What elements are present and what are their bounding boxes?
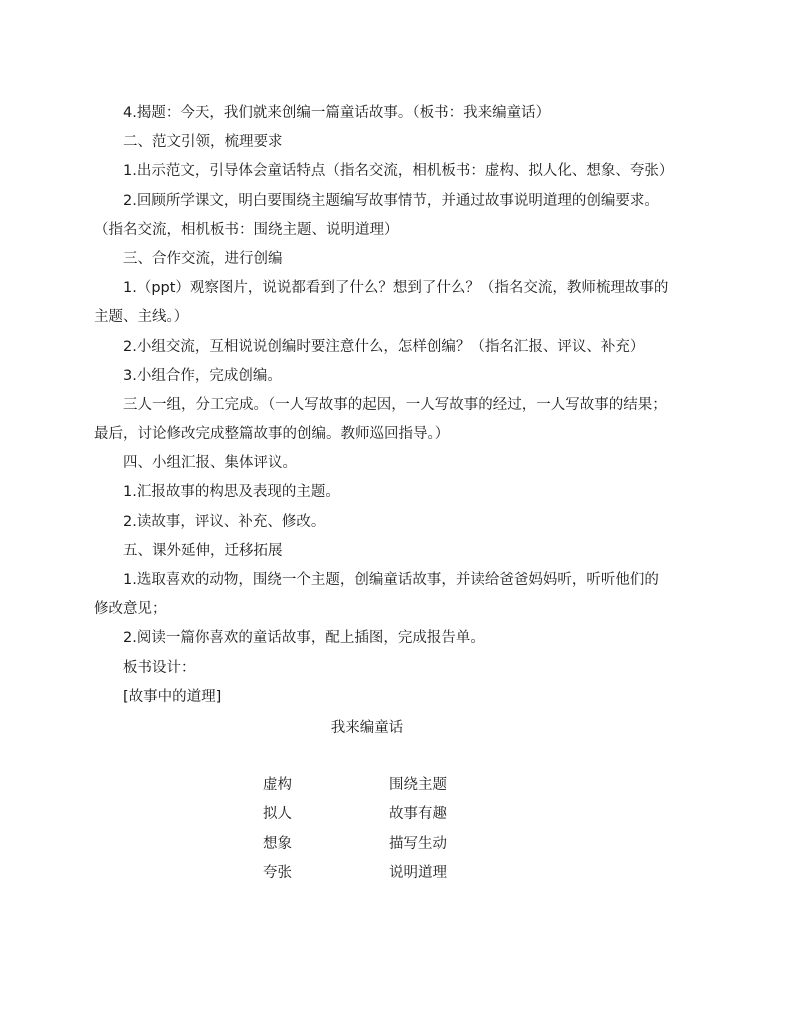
paragraph-line-continued: （指名交流，相机板书：围绕主题、说明道理） — [94, 221, 399, 238]
section-heading: 五、课外延伸，迁移拓展 — [123, 542, 283, 559]
board-title: 我来编童话 — [330, 720, 404, 736]
board-left-item: 拟人 — [263, 806, 292, 823]
paragraph-line: 3.小组合作，完成创编。 — [123, 367, 282, 384]
paragraph-line: 1.汇报故事的构思及表现的主题。 — [123, 484, 340, 501]
paragraph-line: 1.选取喜欢的动物，围绕一个主题，创编童话故事，并读给爸爸妈妈听，听听他们的 — [123, 572, 659, 588]
board-left-item: 想象 — [263, 835, 292, 852]
board-right-item: 描写生动 — [389, 835, 447, 852]
board-right-item: 说明道理 — [389, 864, 447, 881]
board-left-item: 夸张 — [263, 864, 292, 881]
board-title-wrapper — [0, 714, 794, 743]
paragraph-line-continued: 主题、主线。） — [94, 309, 189, 326]
section-heading: 四、小组汇报、集体评议。 — [123, 455, 297, 472]
paragraph-line: 2.回顾所学课文，明白要围绕主题编写故事情节，并通过故事说明道理的创编要求。 — [123, 192, 659, 209]
board-subtitle: [故事中的道理] — [123, 688, 222, 705]
paragraph-line: 4.揭题：今天，我们就来创编一篇童话故事。（板书：我来编童话） — [123, 105, 551, 121]
board-row — [263, 771, 563, 800]
paragraph-line: 2.读故事，评议、补充、修改。 — [123, 513, 326, 530]
board-row — [263, 800, 563, 829]
board-left-item: 虚构 — [263, 777, 292, 793]
board-right-item: 围绕主题 — [389, 777, 447, 793]
paragraph-line: 2.阅读一篇你喜欢的童话故事，配上插图，完成报告单。 — [123, 630, 485, 647]
board-row — [263, 859, 563, 888]
board-design-label: 板书设计： — [123, 659, 196, 676]
board-right-item: 故事有趣 — [389, 806, 447, 823]
section-heading: 二、范文引领，梳理要求 — [123, 134, 283, 151]
lesson-plan-text — [94, 99, 700, 712]
board-design-table — [263, 771, 563, 888]
section-heading: 三、合作交流，进行创编 — [123, 250, 283, 267]
board-row — [263, 830, 563, 859]
paragraph-line: 三人一组，分工完成。（一人写故事的起因，一人写故事的经过，一人写故事的结果； — [123, 396, 667, 413]
paragraph-line-continued: 修改意见； — [94, 601, 167, 618]
paragraph-line: 1.（ppt）观察图片，说说都看到了什么？想到了什么？（指名交流，教师梳理故事的 — [123, 280, 669, 297]
paragraph-line: 2.小组交流，互相说说创编时要注意什么，怎样创编？（指名汇报、评议、补充） — [123, 338, 645, 355]
paragraph-line: 1.出示范文，引导体会童话特点（指名交流，相机板书：虚构、拟人化、想象、夸张） — [123, 163, 674, 180]
paragraph-line-continued: 最后，讨论修改完成整篇故事的创编。教师巡回指导。） — [94, 426, 450, 443]
